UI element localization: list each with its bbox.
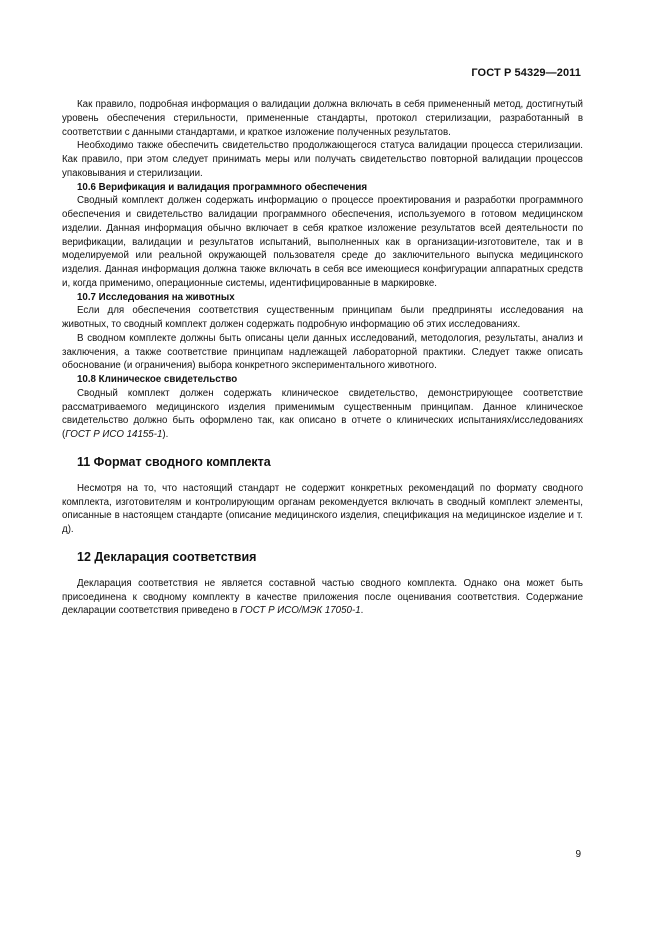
section-12-text xyxy=(62,577,583,618)
section-12-end: . xyxy=(360,605,364,617)
page-content xyxy=(62,98,583,618)
page-number: 9 xyxy=(575,849,581,860)
section-10-6-heading: 10.6 Верификация и валидация программного обеспечения xyxy=(77,181,368,193)
section-10-7-heading: 10.7 Исследования на животных xyxy=(77,291,235,303)
section-11-text: Несмотря на то, что настоящий стандарт не содержит конкретных рекомендаций по формату сводного комплекта, изготовителям и контролирующим органам рекомендуется включать в сводный комплект элементы, описанные в настоящем стандарте (описание медицинского изделия, спецификация на медицинское изделие и т. д). xyxy=(62,482,583,535)
standard-reference-14155: ГОСТ Р ИСО 14155-1 xyxy=(65,429,163,440)
validation-paragraph: Как правило, подробная информация о валидации должна включать в себя примененный метод, достигнутый уровень обеспечения стерильности, примененные стандарты, протокол стерилизации, разработанный в соответствии с данными стандартами, и краткое изложение полученных результатов. xyxy=(62,99,583,138)
section-10-7-text-2: В сводном комплекте должны быть описаны цели данных исследований, методология, результаты, анализ и заключения, а также соответствие принципам надлежащей лабораторной практики. Следует также описать обоснование (и ограничения) выбора конкретного экспериментального животного. xyxy=(62,332,583,372)
section-12-heading: 12 Декларация соответствия xyxy=(77,549,257,564)
section-10-8-body: Сводный комплект должен содержать клиническое свидетельство, демонстрирующее соответствие рассматриваемого медицинского изделия применимым существенным принципам. Данное клиническое свидетельство должно быть оформлено так, как описано в отчете о клинических испытаниях/исследованиях ( xyxy=(62,387,583,440)
section-10-8-heading: 10.8 Клиническое свидетельство xyxy=(77,374,238,385)
section-10-8-text xyxy=(62,387,583,442)
sterilization-paragraph: Необходимо также обеспечить свидетельство продолжающегося статуса валидации процесса стерилизации. Как правило, при этом следует принимать меры или получать свидетельство повторной валидации процессов упаковывания и стерилизации. xyxy=(62,140,583,179)
section-10-8-end: ). xyxy=(162,429,169,440)
standard-reference-17050: ГОСТ Р ИСО/МЭК 17050-1 xyxy=(240,605,361,617)
section-12-body: Декларация соответствия не является составной частью сводного комплекта. Однако она может быть присоединена к сводному комплекту в качестве приложения после оценивания соответствия. Содержание декларации соответствия приведено в xyxy=(62,577,583,617)
section-11-heading: 11 Формат сводного комплекта xyxy=(77,454,271,469)
section-10-6-text: Сводный комплект должен содержать информацию о процессе проектирования и разработки программного обеспечения и свидетельство валидации программного обеспечения, используемого в готовом медицинском изделии. Данная информация обычно включает в себя краткое изложение результатов всей деятельности по верификации, валидации и результатов испытаний, выполненных как в организации-изготовителе, так и в моделируемой или реальной окружающей пользователя среде до заключительного выпуска медицинского изделия. Данная информация должна также включать в себя все имеющиеся конфигурации аппаратных средств и, когда применимо, операционные системы, идентифицированные в маркировке. xyxy=(62,195,583,289)
section-10-7-text-1: Если для обеспечения соответствия существенным принципам были предприняты исследования на животных, то сводный комплект должен содержать подробную информацию об этих исследованиях. xyxy=(62,305,583,330)
standard-header: ГОСТ Р 54329—2011 xyxy=(471,67,581,79)
